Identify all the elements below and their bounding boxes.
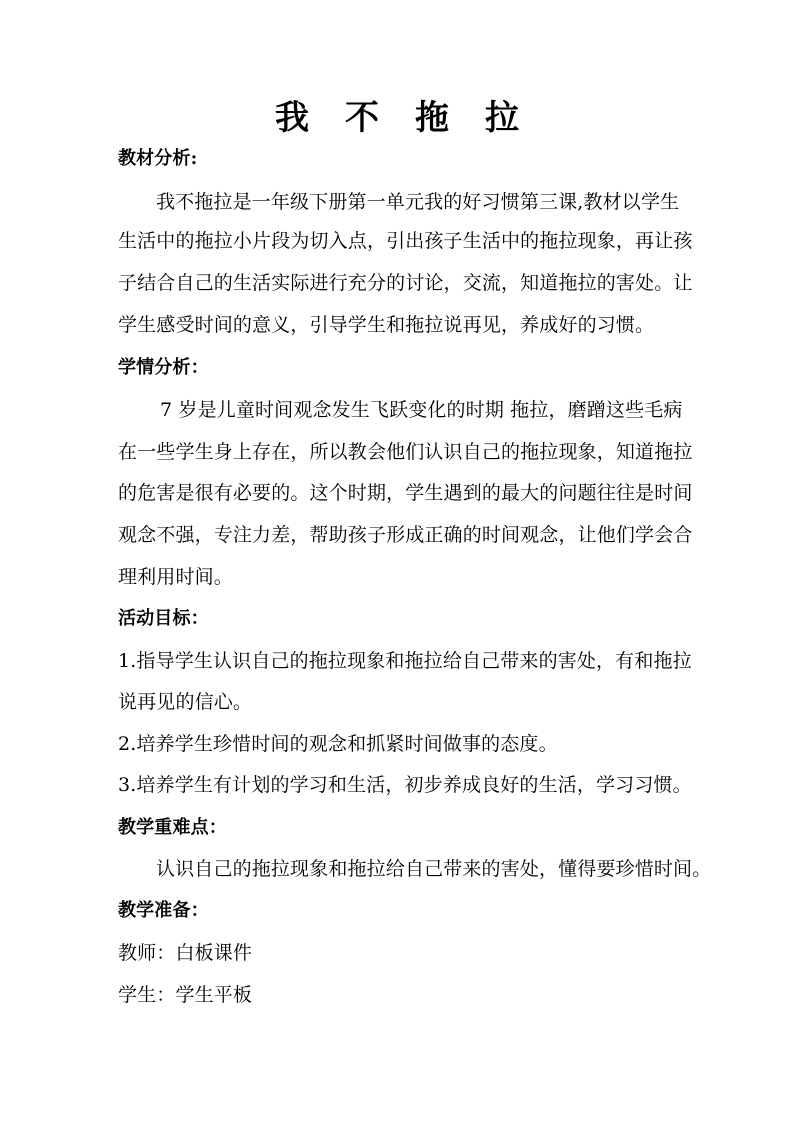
prep-teacher: 教师：白板课件: [118, 942, 253, 964]
paragraph-line: 生活中的拖拉小片段为切入点，引出孩子生活中的拖拉现象，再让孩: [118, 230, 693, 252]
paragraph-line: 观念不强，专注力差，帮助孩子形成正确的时间观念，让他们学会合: [118, 524, 693, 546]
title-char: 不: [345, 98, 379, 138]
paragraph-line: 在一些学生身上存在，所以教会他们认识自己的拖拉现象，知道拖拉: [118, 441, 693, 463]
paragraph-line: 理利用时间。: [118, 566, 233, 588]
section-heading-preparation: 教学准备：: [118, 900, 209, 921]
paragraph-line: 我不拖拉是一年级下册第一单元我的好习惯第三课,教材以学生: [156, 191, 680, 213]
title-char: 拖: [415, 98, 449, 138]
goal-item: 2.培养学生珍惜时间的观念和抓紧时间做事的态度。: [118, 733, 558, 755]
goal-item-continued: 说再见的信心。: [118, 691, 253, 713]
section-heading-students: 学情分析：: [118, 357, 209, 378]
paragraph-line: 子结合自己的生活实际进行充分的讨论，交流，知道拖拉的害处。让: [118, 272, 693, 294]
paragraph-line: 学生感受时间的意义，引导学生和拖拉说再见，养成好的习惯。: [118, 314, 655, 336]
title-char: 我: [275, 98, 309, 138]
section-heading-goals: 活动目标：: [118, 608, 209, 629]
paragraph-line: 的危害是很有必要的。这个时期，学生遇到的最大的问题往往是时间: [118, 482, 693, 504]
prep-student: 学生：学生平板: [118, 984, 253, 1006]
goal-item: 1.指导学生认识自己的拖拉现象和拖拉给自己带来的害处，有和拖拉: [118, 650, 692, 672]
paragraph-line: 7 岁是儿童时间观念发生飞跃变化的时期 拖拉，磨蹭这些毛病: [160, 399, 683, 421]
paragraph-line: 认识自己的拖拉现象和拖拉给自己带来的害处，懂得要珍惜时间。: [156, 858, 712, 880]
page-title: [0, 96, 794, 140]
goal-item: 3.培养学生有计划的学习和生活，初步养成良好的生活，学习习惯。: [118, 774, 692, 796]
section-heading-analysis: 教材分析:: [118, 148, 198, 169]
title-char: 拉: [485, 98, 519, 138]
section-heading-key-points: 教学重难点：: [118, 817, 227, 838]
